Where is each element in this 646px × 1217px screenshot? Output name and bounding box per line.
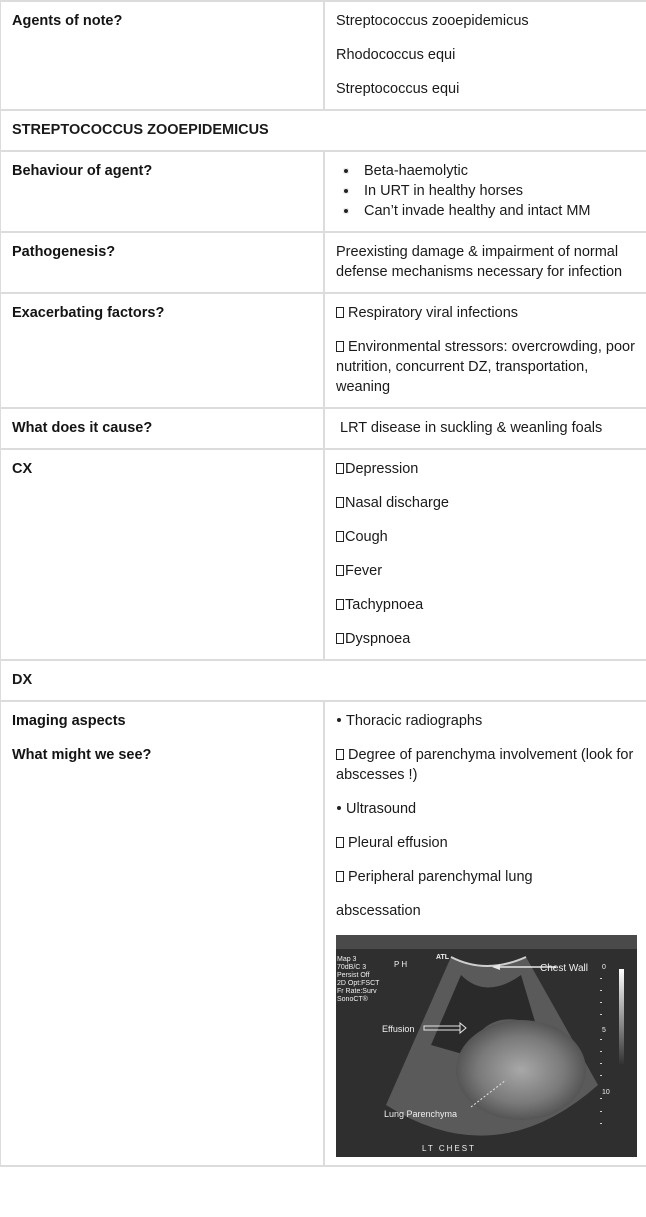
row-value: [324, 408, 646, 449]
section-row: [0, 110, 646, 151]
bullet-icon: [337, 806, 341, 810]
row-value: [324, 701, 646, 1166]
row-cause: [0, 408, 646, 449]
row-label: [0, 701, 324, 1166]
factor-item: [336, 337, 636, 397]
imaging-text: Ultrasound: [346, 801, 417, 817]
pathogenesis-text: Preexisting damage & impairment of normal defense mechanisms necessary for infection: [336, 244, 623, 280]
agent-item: Streptococcus equi: [336, 81, 460, 97]
list-item-text: Beta-haemolytic: [364, 163, 468, 179]
imaging-item: [336, 745, 636, 785]
sign-item: [336, 493, 636, 513]
imaging-text: Peripheral parenchymal lung: [348, 869, 533, 885]
bullet-icon: [343, 168, 349, 174]
list-item: [353, 161, 636, 181]
factor-item: [336, 303, 636, 323]
checkbox-glyph-icon: [336, 531, 344, 542]
probe-mark: P H: [394, 960, 408, 969]
factor-text: Respiratory viral infections: [348, 305, 519, 321]
row-value: [324, 293, 646, 408]
sign-text: Cough: [345, 529, 388, 545]
checkbox-glyph-icon: [336, 565, 344, 576]
checkbox-glyph-icon: [336, 749, 344, 760]
agent-item: Streptococcus zooepidemicus: [336, 13, 529, 29]
imaging-item: [336, 711, 636, 731]
section-heading: STREPTOCOCCUS ZOOEPIDEMICUS: [0, 110, 646, 151]
scanner-settings: Map 3 70dB/C 3 Persist Off 2D Opt:FSCT Fr Rate:Surv SonoCT®: [337, 956, 380, 1003]
section-heading: DX: [0, 660, 646, 701]
chest-wall-annotation: Chest Wall: [540, 963, 588, 974]
sign-item: [336, 595, 636, 615]
row-behaviour: [0, 151, 646, 232]
effusion-annotation: Effusion: [382, 1024, 415, 1034]
sign-text: Tachypnoea: [345, 597, 424, 613]
checkbox-glyph-icon: [336, 463, 344, 474]
agent-item: Rhodococcus equi: [336, 47, 456, 63]
list-item-text: In URT in healthy horses: [364, 183, 524, 199]
cause-text: LRT disease in suckling & weanling foals: [340, 420, 603, 436]
imaging-text: Degree of parenchyma involvement (look for abscesses !): [336, 747, 634, 783]
row-label: Agents of note?: [0, 1, 324, 110]
checkbox-glyph-icon: [336, 599, 344, 610]
factor-text: Environmental stressors: overcrowding, poor nutrition, concurrent DZ, transportation, weaning: [336, 339, 635, 395]
row-agents: [0, 1, 646, 110]
sign-text: Nasal discharge: [345, 495, 449, 511]
findings-label: What might we see?: [12, 747, 152, 763]
row-value: [324, 151, 646, 232]
imaging-item: [336, 799, 636, 819]
row-label: Exacerbating factors?: [0, 293, 324, 408]
section-row: [0, 660, 646, 701]
sign-text: Depression: [345, 461, 419, 477]
checkbox-glyph-icon: [336, 497, 344, 508]
checkbox-glyph-icon: [336, 633, 344, 644]
depth-tick: 0: [602, 964, 606, 971]
row-label: Pathogenesis?: [0, 232, 324, 293]
row-cx: [0, 449, 646, 660]
row-value: [324, 232, 646, 293]
bullet-icon: [343, 188, 349, 194]
checkbox-glyph-icon: [336, 307, 344, 318]
sign-item: [336, 561, 636, 581]
bullet-icon: [343, 208, 349, 214]
row-value: [324, 1, 646, 110]
row-imaging: [0, 701, 646, 1166]
depth-tick: 10: [602, 1089, 610, 1096]
sign-item: [336, 629, 636, 649]
checkbox-glyph-icon: [336, 871, 344, 882]
row-label: CX: [0, 449, 324, 660]
imaging-label: Imaging aspects: [12, 713, 126, 729]
depth-tick: 5: [602, 1027, 606, 1034]
bullet-icon: [337, 718, 341, 722]
row-pathogenesis: [0, 232, 646, 293]
sign-text: Fever: [345, 563, 383, 579]
row-label: What does it cause?: [0, 408, 324, 449]
ultrasound-image: [336, 935, 637, 1157]
row-exacerbating: [0, 293, 646, 408]
list-item-text: Can’t invade healthy and intact MM: [364, 203, 591, 219]
list-item: [353, 201, 636, 221]
checkbox-glyph-icon: [336, 341, 344, 352]
imaging-text: abscessation: [336, 903, 421, 919]
list-item: [353, 181, 636, 201]
image-footer-label: LT CHEST: [422, 1144, 476, 1153]
checkbox-glyph-icon: [336, 837, 344, 848]
sign-text: Dyspnoea: [345, 631, 411, 647]
row-label: Behaviour of agent?: [0, 151, 324, 232]
imaging-text: Thoracic radiographs: [346, 713, 483, 729]
sign-item: [336, 459, 636, 479]
imaging-item: [336, 867, 636, 887]
imaging-text: Pleural effusion: [348, 835, 448, 851]
row-value: [324, 449, 646, 660]
behaviour-list: [336, 161, 636, 221]
scanner-logo: ATL: [436, 954, 450, 961]
sign-item: [336, 527, 636, 547]
lung-parenchyma-annotation: Lung Parenchyma: [384, 1109, 458, 1119]
imaging-item: [336, 833, 636, 853]
